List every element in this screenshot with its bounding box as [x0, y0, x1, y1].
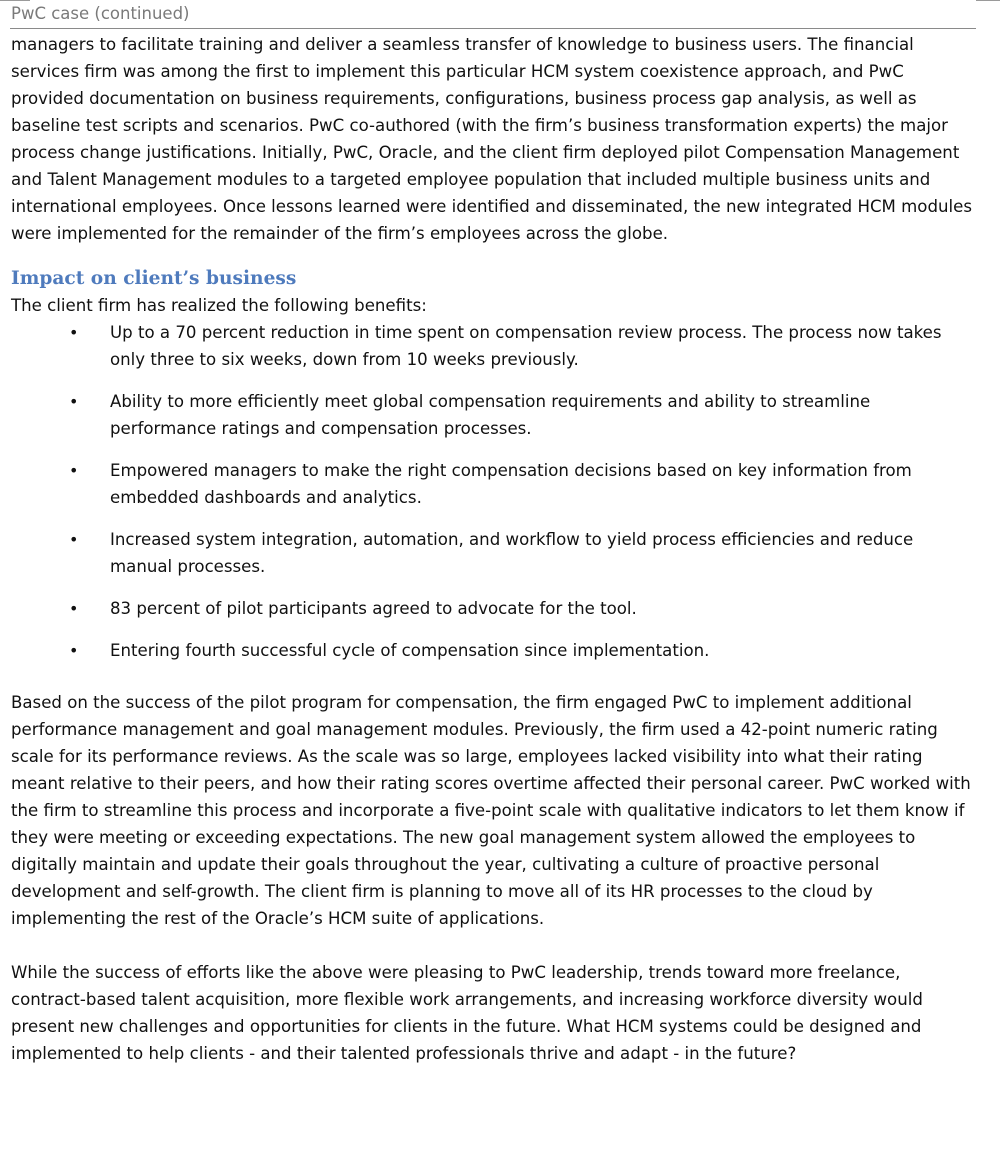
- list-item: [11, 595, 979, 622]
- page-corner-mark-right: [976, 0, 1000, 1]
- benefit-text: Up to a 70 percent reduction in time spent on compensation review process. The process now takes only three to six weeks, down from 10 weeks previously.: [110, 323, 942, 369]
- closing-paragraph: While the success of efforts like the above were pleasing to PwC leadership, trends toward more freelance, contract-based talent acquisition, more flexible work arrangements, and increasing workforce diversity would present new challenges and opportunities for clients in the future. What HCM systems could be designed and implemented to help clients - and their talented professionals thrive and adapt - in the future?: [11, 963, 923, 1063]
- list-item: [11, 457, 979, 511]
- bullet-icon: •: [69, 530, 79, 549]
- list-item: [11, 319, 979, 373]
- bullet-icon: •: [69, 461, 79, 480]
- list-item: [11, 388, 979, 442]
- document-body: [11, 31, 979, 1067]
- running-header: PwC case (continued): [11, 4, 190, 23]
- benefit-text: Empowered managers to make the right compensation decisions based on key information from embedded dashboards and analytics.: [110, 461, 912, 507]
- benefit-text: Entering fourth successful cycle of compensation since implementation.: [110, 641, 710, 660]
- intro-paragraph: managers to facilitate training and deliver a seamless transfer of knowledge to business users. The financial services firm was among the first to implement this particular HCM system coexistence approach, and PwC provided documentation on business requirements, configurations, business process gap analysis, as well as baseline test scripts and scenarios. PwC co-authored (with the firm’s business transformation experts) the major process change justifications. Initially, PwC, Oracle, and the client firm deployed pilot Compensation Management and Talent Management modules to a targeted employee population that included multiple business units and international employees. Once lessons learned were identified and disseminated, the new integrated HCM modules were implemented for the remainder of the firm’s employees across the globe.: [11, 35, 972, 243]
- benefit-text: Increased system integration, automation, and workflow to yield process efficiencies and reduce manual processes.: [110, 530, 914, 576]
- benefit-text: Ability to more efficiently meet global compensation requirements and ability to streamline performance ratings and compensation processes.: [110, 392, 871, 438]
- header-divider: [10, 28, 976, 29]
- list-item: [11, 637, 979, 664]
- bullet-icon: •: [69, 323, 79, 342]
- benefits-intro: The client firm has realized the following benefits:: [11, 296, 427, 315]
- followup-paragraph: Based on the success of the pilot program for compensation, the firm engaged PwC to implement additional performance management and goal management modules. Previously, the firm used a 42-point numeric rating scale for its performance reviews. As the scale was so large, employees lacked visibility into what their rating meant relative to their peers, and how their rating scores overtime affected their personal career. PwC worked with the firm to streamline this process and incorporate a five-point scale with qualitative indicators to let them know if they were meeting or exceeding expectations. The new goal management system allowed the employees to digitally maintain and update their goals throughout the year, cultivating a culture of proactive personal development and self-growth. The client firm is planning to move all of its HR processes to the cloud by implementing the rest of the Oracle’s HCM suite of applications.: [11, 693, 971, 928]
- bullet-icon: •: [69, 641, 79, 660]
- benefits-list: [11, 319, 979, 664]
- bullet-icon: •: [69, 599, 79, 618]
- list-item: [11, 526, 979, 580]
- page-corner-mark-left: [0, 0, 30, 1]
- bullet-icon: •: [69, 392, 79, 411]
- benefit-text: 83 percent of pilot participants agreed to advocate for the tool.: [110, 599, 637, 618]
- section-heading-impact: Impact on client’s business: [11, 268, 297, 289]
